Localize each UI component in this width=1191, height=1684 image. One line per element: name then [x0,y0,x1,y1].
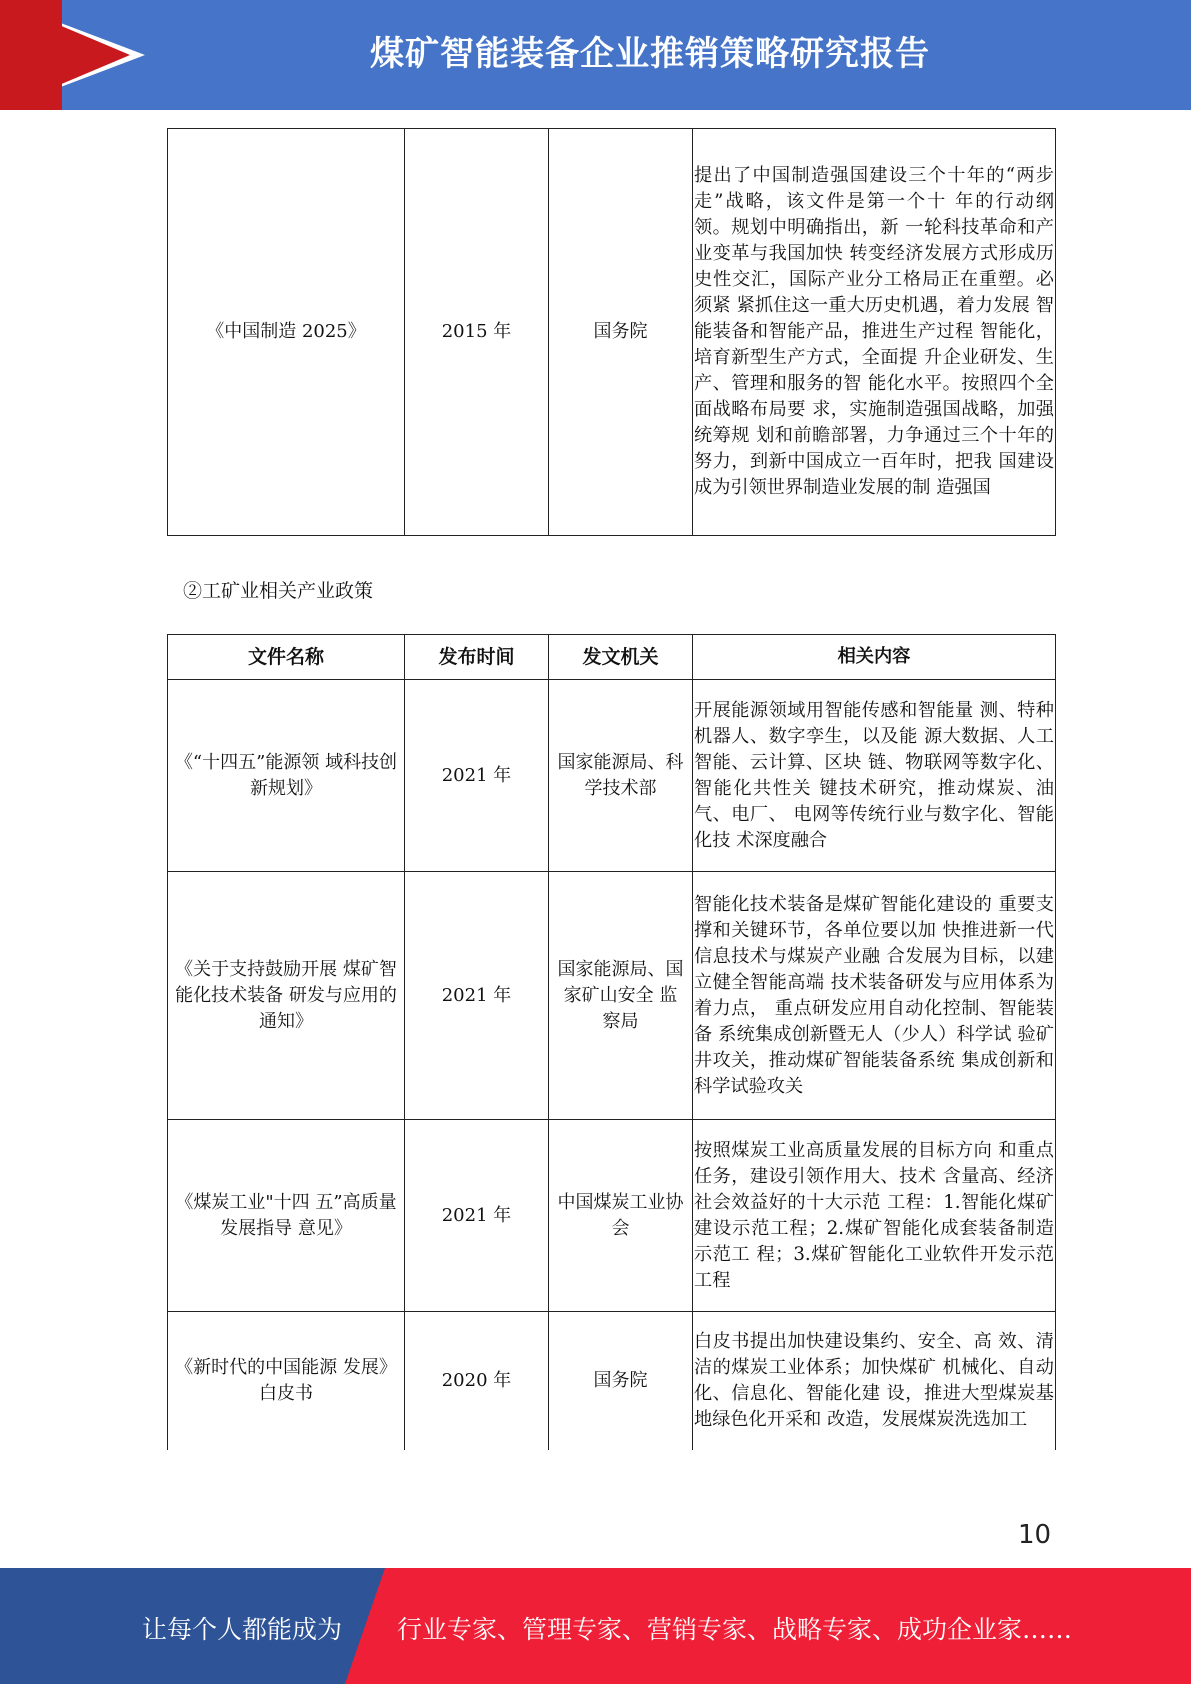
header-red-block [0,0,62,110]
document-name-cell: 《关于支持鼓励开展 煤矿智能化技术装备 研发与应用的通知》 [168,872,405,1120]
issuing-agency-cell: 国家能源局、科学技术部 [549,680,693,872]
issuing-agency-cell: 国家能源局、国家矿山安全 监察局 [549,872,693,1120]
table-row [168,129,1056,536]
document-name-cell: 《煤炭工业"十四 五”高质量发展指导 意见》 [168,1120,405,1312]
table-row [168,872,1056,1120]
document-name-cell: 《“十四五”能源领 域科技创新规划》 [168,680,405,872]
content-cell: 提出了中国制造强国建设三个十年的“两步走”战略，该文件是第一个十 年的行动纲领。规划中明确指出，新 一轮科技革命和产业变革与我国加快 转变经济发展方式形成历史性交汇，国际产业分工格局正在重塑。必须紧 紧抓住这一重大历史机遇，着力发展 智能装备和智能产品，推进生产过程 智能化，培育新型生产方式，全面提 升企业研发、生产、管理和服务的智 能化水平。按照四个全面战略布局要 求，实施制造强国战略，加强统筹规 划和前瞻部署，力争通过三个十年的 努力，到新中国成立一百年时，把我 国建设成为引领世界制造业发展的制 造强国 [693,129,1056,536]
content-cell: 白皮书提出加快建设集约、安全、高 效、清洁的煤炭工业体系；加快煤矿 机械化、自动化、信息化、智能化建 设，推进大型煤炭基地绿色化开采和 改造，发展煤炭洗选加工 [693,1312,1056,1451]
footer-slogan-left: 让每个人都能成为 [142,1615,343,1644]
issuing-agency-cell: 国务院 [549,129,693,536]
content-cell: 智能化技术装备是煤矿智能化建设的 重要支撑和关键环节，各单位要以加 快推进新一代信息技术与煤炭产业融 合发展为目标，以建立健全智能高端 技术装备研发与应用体系为着力点， 重点研发应用自动化控制、智能装备 系统集成创新暨无人（少人）科学试 验矿井攻关，推动煤矿智能装备系统 集成创新和科学试验攻关 [693,872,1056,1120]
header-publish-date: 发布时间 [405,635,549,680]
page-footer [0,1568,1191,1684]
header-issuing-agency: 发文机关 [549,635,693,680]
table-row [168,680,1056,872]
page-header [0,0,1191,110]
footer-slogan-right: 行业专家、管理专家、营销专家、战略专家、成功企业家…… [397,1615,1073,1644]
page-number: 10 [1018,1520,1052,1550]
document-name-cell: 《新时代的中国能源 发展》白皮书 [168,1312,405,1451]
publish-date-cell: 2015 年 [405,129,549,536]
publish-date-cell: 2021 年 [405,680,549,872]
publish-date-cell: 2020 年 [405,1312,549,1451]
header-document-name: 文件名称 [168,635,405,680]
publish-date-cell: 2021 年 [405,872,549,1120]
issuing-agency-cell: 中国煤炭工业协会 [549,1120,693,1312]
policy-table-continued [167,128,1056,536]
issuing-agency-cell: 国务院 [549,1312,693,1451]
publish-date-cell: 2021 年 [405,1120,549,1312]
mining-policy-table [167,634,1056,1450]
document-name-cell: 《中国制造 2025》 [168,129,405,536]
report-title: 煤矿智能装备企业推销策略研究报告 [370,34,930,74]
table-row [168,1120,1056,1312]
header-content: 相关内容 [693,635,1056,680]
content-cell: 开展能源领域用智能传感和智能量 测、特种机器人、数字孪生，以及能 源大数据、人工智能、云计算、区块 链、物联网等数字化、智能化共性关 键技术研究，推动煤炭、油气、电厂、 电网等传统行业与数字化、智能化技 术深度融合 [693,680,1056,872]
section-subheading: ②工矿业相关产业政策 [183,580,374,602]
table-row [168,1312,1056,1451]
table-header-row [168,635,1056,680]
content-cell: 按照煤炭工业高质量发展的目标方向 和重点任务，建设引领作用大、技术 含量高、经济社会效益好的十大示范 工程：1.智能化煤矿建设示范工程；2.煤矿智能化成套装备制造示范工 程；3.煤矿智能化工业软件开发示范 工程 [693,1120,1056,1312]
